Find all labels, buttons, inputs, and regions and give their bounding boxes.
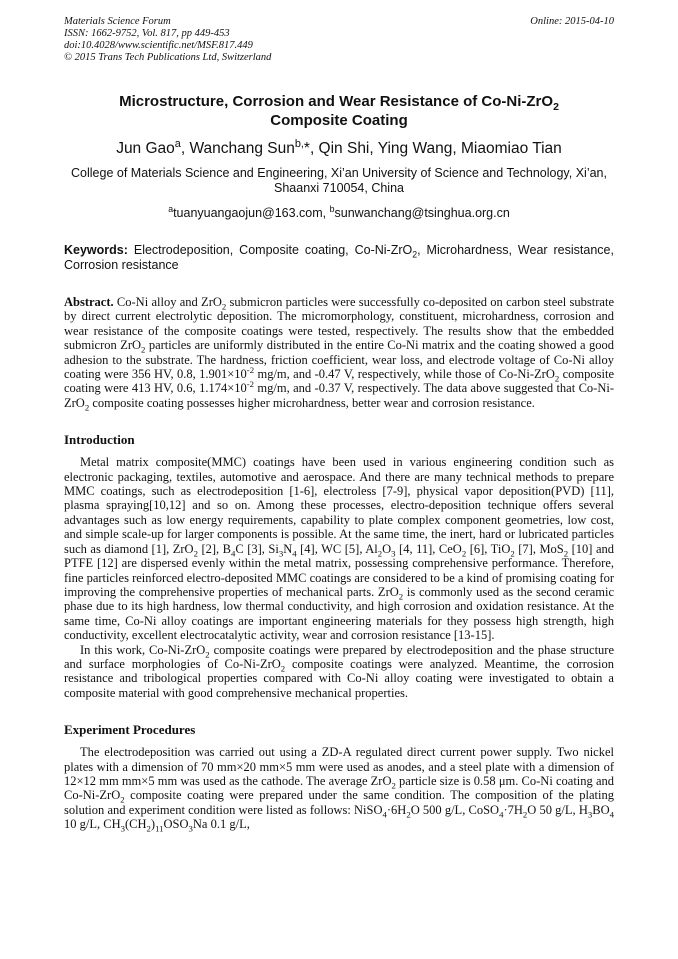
experiment-heading: Experiment Procedures xyxy=(64,722,196,738)
abstract xyxy=(64,295,614,413)
author-emails[interactable]: $^a$tuanyuangaojun@163.com, $^b$sunwanchang@tsinghua.org.cn xyxy=(168,203,510,220)
keywords xyxy=(64,243,614,273)
abstract-label: Abstract. xyxy=(64,295,114,309)
copyright-line: © 2015 Trans Tech Publications Ltd, Switzerland xyxy=(64,52,272,63)
abstract-text: Co-Ni alloy and ZrO$_2$ submicron particles were successfully co-deposited on carbon steel substrate by direct current electrolytic deposition. The micromorphology, constituent, microhardness, corrosion and wear resistance of the composite coatings were tested, respectively. The results show that the embedded submicron ZrO$_2$ particles are uniformly distributed in the entire Co-Ni matrix and the coating showed a good adhesion to the substrate. The hardness, friction coefficient, wear loss, and electrode voltage of Co-Ni alloy coating were 356 HV, 0.8, $1.901\times 10^{-2}$ mg/m, and -0.47 V, respectively, while those of Co-Ni-ZrO$_2$ composite coating were 413 HV, 0.6, $1.174\times 10^{-2}$ mg/m, and -0.37 V, respectively. The data above suggested that Co-Ni-ZrO$_2$ composite coating possesses higher microhardness, better wear and corrosion resistance. xyxy=(64,295,614,413)
journal-name: Materials Science Forum xyxy=(64,16,171,27)
introduction-paragraph-1: Metal matrix composite(MMC) coatings have been used in various engineering condition such as electronic packaging, textiles, automotive and aerospace. And there are many technical methods to prepare MMC coatings, such as electrodeposition [1-6], electroless [7-9], physical vapor deposition(PVD) [11], plasma spraying[10,12] and so on. Among these processes, electro-deposition technique offers several advantages such as low energy requirements, capability to plate complex component geometries, low cost, and simple scale-up for larger components is possible. At the same time, the inert, hard or lubricated particles such as diamond [1], ZrO$_2$ [2], $B_4C$ [3], $Si_3N_4$ [4], WC [5], $Al_2O_3$ [4, 11], CeO$_2$ [6], TiO$_2$ [7], MoS$_2$ [10] and PTFE [12] are dispersed evenly within the metal matrix, possessing comprehensive performance. Therefore, fine particles reinforced electro-deposited MMC coatings are considered to be a kind of promising coating for improving the comprehensive properties of mechanical parts. ZrO$_2$ is commonly used as the second ceramic phase due to its high hardness, low thermal conductivity, and high corrosion and oxidation resistance. At the same time, Co-Ni alloy coatings are important engineering materials for they possess high strength, high conductivity, excellent electrocatalytic activity, wear and corrosion resistance [13-15]. xyxy=(64,455,615,643)
online-date: Online: 2015-04-10 xyxy=(530,16,614,27)
affiliation: College of Materials Science and Engineering, Xi’an University of Science and Technology, Xi’an, Shaanxi 710054, China xyxy=(71,166,607,195)
introduction-paragraph-2: In this work, Co-Ni-ZrO$_2$ composite coatings were prepared by electrodeposition and the phase structure and surface morphologies of Co-Ni-ZrO$_2$ composite coatings were analyzed. Meantime, the corrosion resistance and tribological properties compared with Co-Ni alloy coating were investigated to obtain a composite material with good comprehensive mechanical properties. xyxy=(64,642,615,700)
author-list: Jun Gao$^a$, Wanchang Sun$^{b,}$*, Qin Shi, Ying Wang, Miaomiao Tian xyxy=(116,137,562,157)
keywords-text: Electrodeposition, Composite coating, Co-Ni-ZrO$_2$, Microhardness, Wear resistance, Corrosion resistance xyxy=(64,243,614,272)
doi-line[interactable]: doi:10.4028/www.scientific.net/MSF.817.449 xyxy=(64,40,253,51)
experiment-paragraph-1: The electrodeposition was carried out using a ZD-A regulated direct current power supply. Two nickel plates with a dimension of 70 mm×20 mm×5 mm were used as anodes, and a steel plate with a dimension of 12×12 mm mm×5 mm was used as the cathode. The average ZrO$_2$ particle size is 0.58 μm. Co-Ni coating and Co-Ni-ZrO$_2$ composite coating were prepared under the same condition. The composition of the plating solution and experiment condition were listed as follows: $NiSO_4\cdot 6H_2O$ 500 g/L, $CoSO_4\cdot 7H_2O$ 50 g/L, $H_3BO_4$ 10 g/L, $CH_3(CH_2)_{11}OSO_3Na$ 0.1 g/L, xyxy=(64,745,614,834)
issn-line: ISSN: 1662-9752, Vol. 817, pp 449-453 xyxy=(64,28,230,39)
keywords-label: Keywords: xyxy=(64,243,128,257)
introduction-heading: Introduction xyxy=(64,432,135,448)
paper-title: Microstructure, Corrosion and Wear Resistance of Co-Ni-ZrO$_2$ Composite Coating xyxy=(119,93,559,129)
